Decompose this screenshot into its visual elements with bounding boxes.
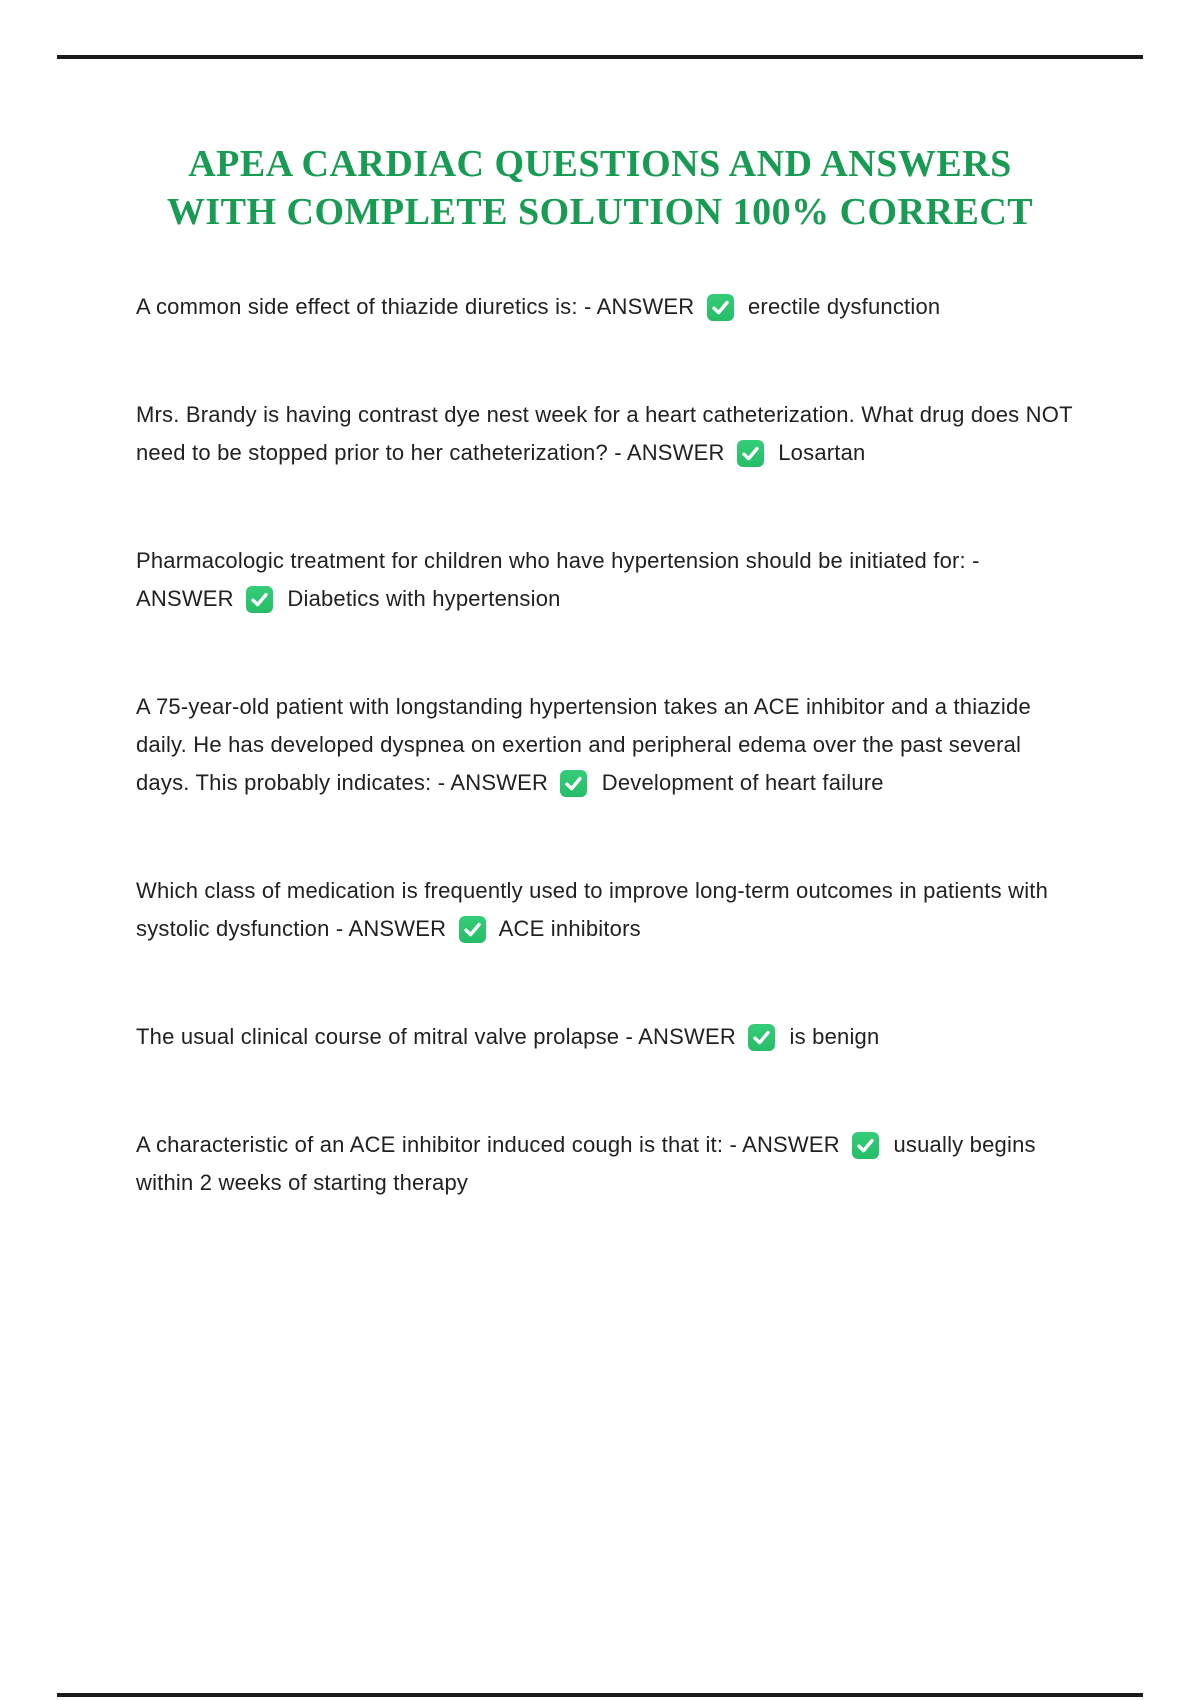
answer-text: ACE inhibitors bbox=[493, 916, 641, 941]
qa-item bbox=[136, 288, 1076, 326]
qa-list bbox=[136, 288, 1076, 1272]
top-divider-line bbox=[57, 55, 1143, 59]
question-text: A characteristic of an ACE inhibitor induced cough is that it: - ANSWER bbox=[136, 1132, 847, 1157]
answer-check-icon bbox=[737, 440, 764, 467]
qa-item bbox=[136, 396, 1076, 472]
document-title bbox=[60, 140, 1140, 236]
answer-check-icon bbox=[748, 1024, 775, 1051]
question-text: Which class of medication is frequently used to improve long-term outcomes in patients with systolic dysfunction - ANSWER bbox=[136, 878, 1049, 941]
question-text: A common side effect of thiazide diuretics is: - ANSWER bbox=[136, 294, 701, 319]
qa-item bbox=[136, 1018, 1076, 1056]
answer-check-icon bbox=[560, 770, 587, 797]
qa-item bbox=[136, 688, 1076, 802]
answer-text: usually begins within 2 weeks of starting therapy bbox=[136, 1132, 1036, 1195]
answer-text: Development of heart failure bbox=[595, 770, 884, 795]
answer-text: Losartan bbox=[771, 440, 866, 465]
answer-text: is benign bbox=[783, 1024, 880, 1049]
question-text: A 75-year-old patient with longstanding hypertension takes an ACE inhibitor and a thiazide daily. He has developed dyspnea on exertion and peripheral edema over the past several days. This probably indicates: - ANSWER bbox=[136, 694, 1031, 795]
answer-text: erectile dysfunction bbox=[741, 294, 941, 319]
qa-item bbox=[136, 1126, 1076, 1202]
answer-check-icon bbox=[707, 294, 734, 321]
answer-check-icon bbox=[246, 586, 273, 613]
bottom-divider-line bbox=[57, 1693, 1143, 1697]
document-title-line-2: WITH COMPLETE SOLUTION 100% CORRECT bbox=[166, 191, 1034, 233]
answer-text: Diabetics with hypertension bbox=[281, 586, 561, 611]
qa-item bbox=[136, 872, 1076, 948]
qa-item bbox=[136, 542, 1076, 618]
answer-check-icon bbox=[459, 916, 486, 943]
document-title-line-1: APEA CARDIAC QUESTIONS AND ANSWERS bbox=[188, 143, 1012, 185]
question-text: Pharmacologic treatment for children who have hypertension should be initiated for: - ANSWER bbox=[136, 548, 980, 611]
question-text: Mrs. Brandy is having contrast dye nest week for a heart catheterization. What drug does NOT need to be stopped prior to her catheterization? - ANSWER bbox=[136, 402, 1073, 465]
answer-check-icon bbox=[852, 1132, 879, 1159]
question-text: The usual clinical course of mitral valve prolapse - ANSWER bbox=[136, 1024, 743, 1049]
